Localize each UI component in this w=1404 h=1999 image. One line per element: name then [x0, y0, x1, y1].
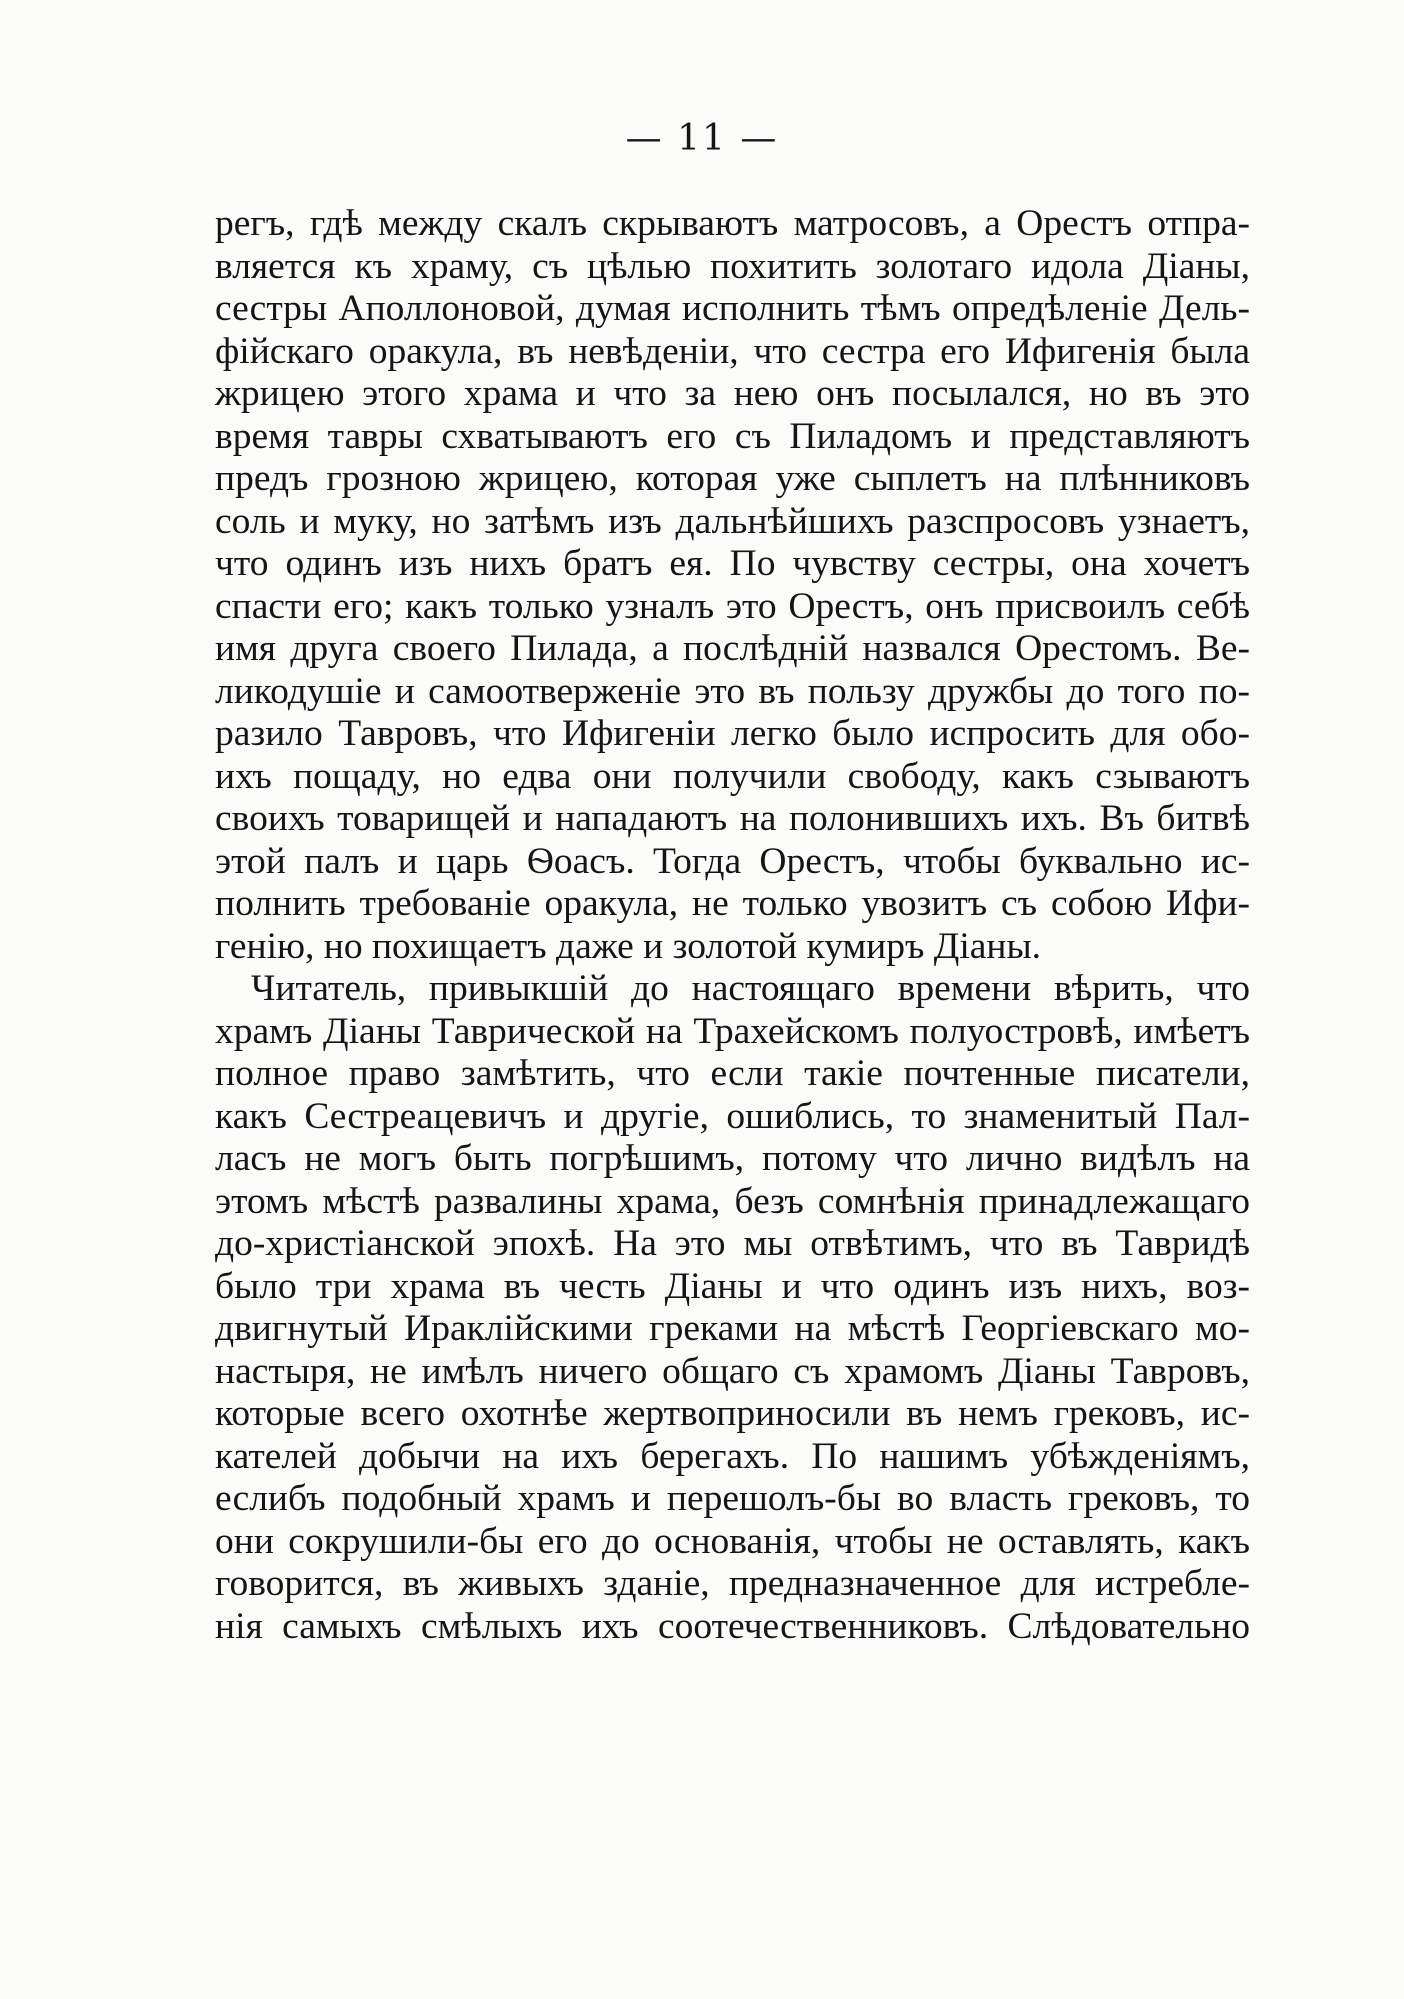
text-line: фійскаго оракула, въ невѣденіи, что сестра его Ифигенія была [215, 330, 1250, 372]
text-line: соль и муку, но затѣмъ изъ дальнѣйшихъ разспросовъ узнаетъ, [215, 500, 1250, 542]
text-line: своихъ товарищей и нападаютъ на полонившихъ ихъ. Въ битвѣ [215, 798, 1250, 839]
text-line: сестры Аполлоновой, думая исполнить тѣмъ опредѣленіе Дель- [215, 288, 1250, 329]
text-line: этомъ мѣстѣ развалины храма, безъ сомнѣнія принадлежащаго [215, 1180, 1250, 1222]
text-line: спасти его; какъ только узналъ это Орестъ, онъ присвоилъ себѣ [215, 585, 1250, 627]
text-line: генію, но похищаетъ даже и золотой кумиръ Діаны. [215, 925, 1042, 967]
page-number: — 11 — [625, 118, 779, 159]
text-line: еслибъ подобный храмъ и перешолъ-бы во власть грековъ, то [215, 1478, 1250, 1519]
text-line: до-христіанской эпохѣ. На это мы отвѣтимъ, что въ Тавридѣ [215, 1223, 1250, 1264]
text-line: ликодушіе и самоотверженіе это въ пользу дружбы до того по- [215, 670, 1250, 712]
text-line: полнить требованіе оракула, не только увозитъ съ собою Ифи- [215, 883, 1250, 924]
text-line: кателей добычи на ихъ берегахъ. По нашимъ убѣжденіямъ, [215, 1435, 1250, 1477]
text-line: ласъ не могъ быть погрѣшимъ, потому что лично видѣлъ на [215, 1138, 1250, 1179]
text-line: вляется къ храму, съ цѣлью похитить золотаго идола Діаны, [215, 245, 1250, 287]
text-line: время тавры схватываютъ его съ Пиладомъ и представляютъ [215, 415, 1250, 457]
text-line: имя друга своего Пилада, а послѣдній назвался Орестомъ. Ве- [215, 628, 1250, 669]
text-line: разило Тавровъ, что Ифигеніи легко было испросить для обо- [215, 713, 1250, 754]
text-line: жрицею этого храма и что за нею онъ посылался, но въ это [215, 373, 1250, 414]
text-line: какъ Сестреацевичъ и другіе, ошиблись, то знаменитый Пал- [215, 1095, 1250, 1137]
text-line: что одинъ изъ нихъ братъ ея. По чувству сестры, она хочетъ [215, 543, 1250, 584]
text-line: Читатель, привыкшій до настоящаго времени вѣрить, что [251, 968, 1250, 1009]
text-line: храмъ Діаны Таврической на Трахейскомъ полуостровѣ, имѣетъ [215, 1010, 1250, 1052]
text-line: настыря, не имѣлъ ничего общаго съ храмомъ Діаны Тавровъ, [215, 1350, 1250, 1392]
body-text [215, 203, 1250, 1648]
text-line: регъ, гдѣ между скалъ скрываютъ матросовъ, а Орестъ отпра- [215, 203, 1250, 244]
text-line: полное право замѣтить, что если такіе почтенные писатели, [215, 1053, 1250, 1094]
text-line: двигнутый Ираклійскими греками на мѣстѣ Георгіевскаго мо- [215, 1308, 1250, 1349]
text-line: которые всего охотнѣе жертвоприносили въ немъ грековъ, ис- [215, 1393, 1250, 1434]
text-line: они сокрушили-бы его до основанія, чтобы не оставлять, какъ [215, 1520, 1250, 1562]
text-line: этой палъ и царь Ѳоасъ. Тогда Орестъ, чтобы буквально ис- [215, 840, 1250, 882]
text-line: предъ грозною жрицею, которая уже сыплетъ на плѣнниковъ [215, 458, 1250, 499]
text-line: говорится, въ живыхъ зданіе, предназначенное для истребле- [215, 1563, 1250, 1604]
text-line: нія самыхъ смѣлыхъ ихъ соотечественниковъ. Слѣдовательно [215, 1605, 1250, 1647]
text-line: было три храма въ честь Діаны и что одинъ изъ нихъ, воз- [215, 1265, 1250, 1307]
text-line: ихъ пощаду, но едва они получили свободу, какъ сзываютъ [215, 755, 1250, 797]
